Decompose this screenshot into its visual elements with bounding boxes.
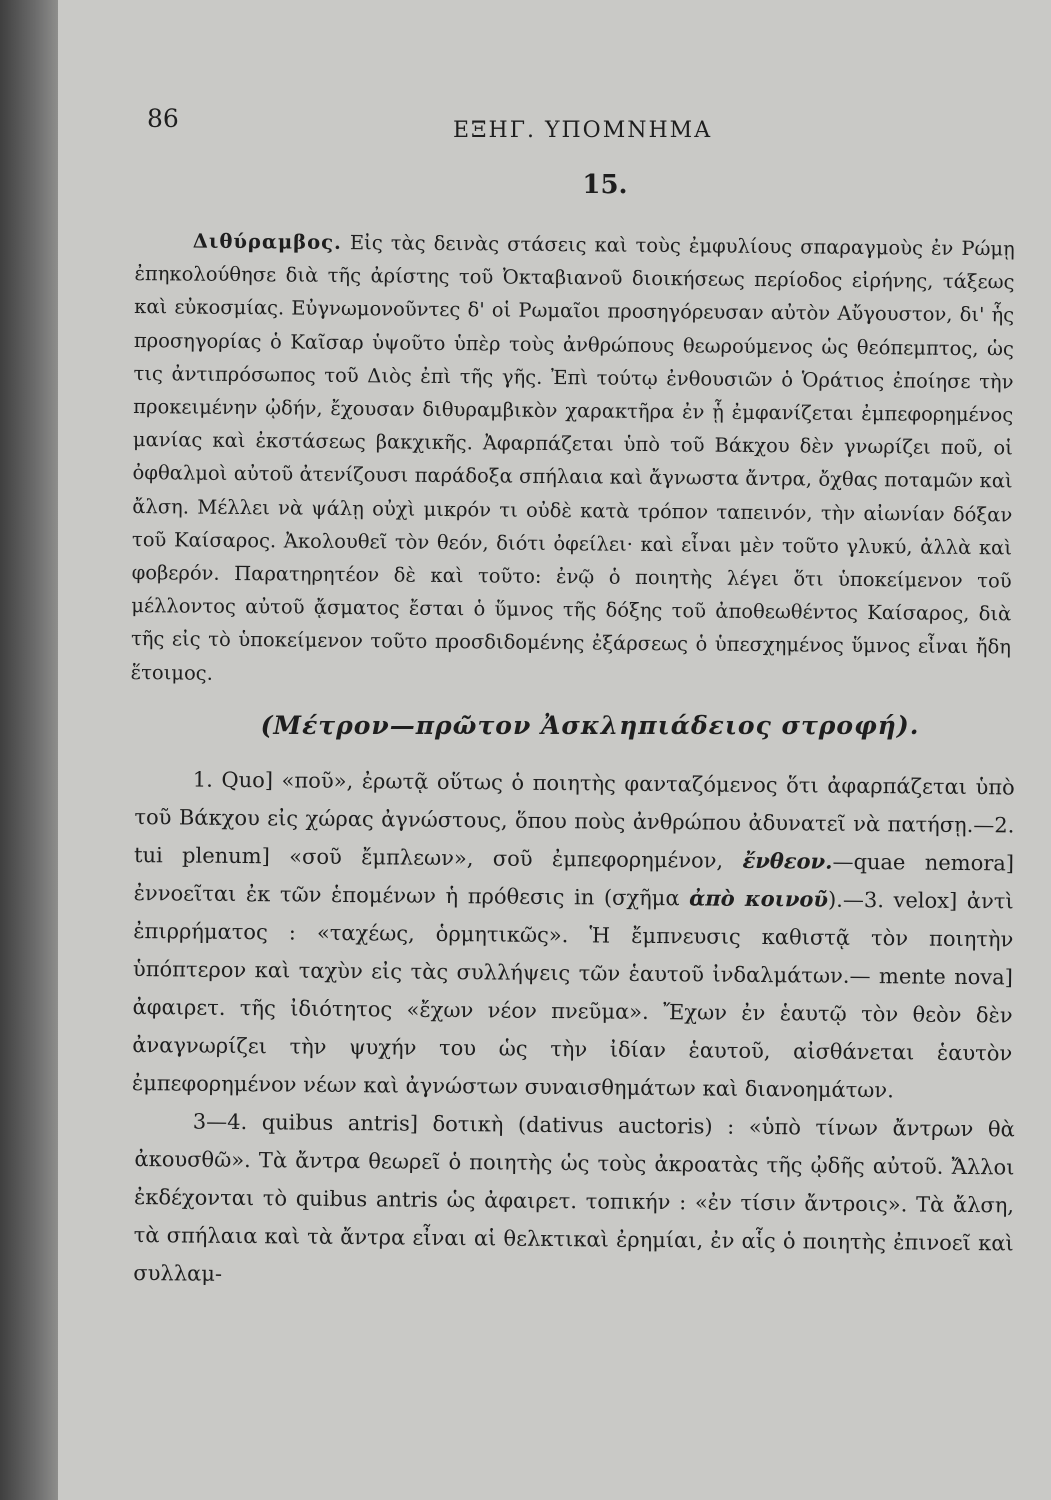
page-header — [135, 100, 1015, 160]
page-number: 86 — [147, 104, 179, 133]
note1-part1: 1. Quo] «ποῦ», ἐρωτᾷ οὕτως ὁ ποιητὴς φανταζόμενος ὅτι ἀφαρπάζεται ὑπὸ τοῦ Βάκχου εἰς χώρας ἀγνώστους, ὅπου ποὺς ἀνθρώπου ἀδυνατεῖ νὰ πατήσῃ.—2. tui plenum] «σοῦ ἔμπλεων», σοῦ ἐμπεφορημένον, — [133, 767, 1015, 873]
commentary-notes — [131, 760, 1015, 1292]
book-spine — [0, 0, 58, 1500]
book-page — [58, 0, 1051, 1500]
intro-lead-word: Διθύραμβος. — [192, 229, 342, 254]
note-verse-1 — [132, 760, 1015, 1110]
section-number: 15. — [582, 170, 628, 200]
note1-part2: —quae nemora] ἐννοεῖται ἐκ τῶν ἑπομένων ἡ πρόθεσις in (σχῆμα — [133, 849, 1015, 911]
note1-apo-koinou: ἀπὸ κοινοῦ — [689, 885, 829, 912]
note-verse-3-4: 3—4. quibus antris] δοτικὴ (dativus auctoris) : «ὑπὸ τίνων ἄντρων θὰ ἀκουσθῶ». Τὰ ἄντρα θεωρεῖ ὁ ποιητὴς ὡς τοὺς ἀκροατὰς τῆς ᾠδῆς αὐτοῦ. Ἄλλοι ἐκδέχονται τὸ quibus antris ὡς ἀφαιρετ. τοπικήν : «ἐν τίσιν ἄντροις». Τὰ ἄλση, τὰ σπήλαια καὶ τὰ ἄντρα εἶναι αἱ θελκτικαὶ ἐρημίαι, ἐν αἷς ὁ ποιητὴς ἐπινοεῖ καὶ συλλαμ- — [133, 1109, 1015, 1286]
running-title: ΕΞΗΓ. ΥΠΟΜΝΗΜΑ — [453, 118, 713, 143]
intro-text: Εἰς τὰς δεινὰς στάσεις καὶ τοὺς ἐμφυλίους σπαραγμοὺς ἐν Ρώμῃ ἐπηκολούθησε διὰ τῆς ἀρίστης τοῦ Ὀκταβιανοῦ διοικήσεως περίοδος εἰρήνης, τάξεως καὶ εὐκοσμίας. Εὐγνωμονοῦντες δ' οἱ Ρωμαῖοι προσηγόρευσαν αὐτὸν Αὔγουστον, δι' ἧς προσηγορίας ὁ Καῖσαρ ὑψοῦτο ὑπὲρ τοὺς ἀνθρώπους θεωρούμενος ὡς θεόπεμπτος, ὡς τις ἀντιπρόσωπος τοῦ Διὸς ἐπὶ τῆς γῆς. Ἐπὶ τούτῳ ἐνθουσιῶν ὁ Ὁράτιος ἐποίησε τὴν προκειμένην ᾠδήν, ἔχουσαν διθυραμβικὸν χαρακτῆρα ἐν ᾗ ἐμφανίζεται ἐμπεφορημένος μανίας καὶ ἐκστάσεως βακχικῆς. Ἀφαρπάζεται ὑπὸ τοῦ Βάκχου δὲν γνωρίζει ποῦ, οἱ ὀφθαλμοὶ αὐτοῦ ἀτενίζουσι παράδοξα σπήλαια καὶ ἄγνωστα ἄντρα, ὄχθας ποταμῶν καὶ ἄλση. Μέλλει νὰ ψάλῃ οὐχὶ μικρόν τι οὐδὲ κατὰ τρόπον ταπεινόν, τὴν αἰωνίαν δόξαν τοῦ Καίσαρος. Ἀκολουθεῖ τὸν θεόν, διότι ὀφείλει· καὶ εἶναι μὲν τοῦτο γλυκύ, ἀλλὰ καὶ φοβερόν. Παρατηρητέον δὲ καὶ τοῦτο: ἐνῷ ὁ ποιητὴς λέγει ὅτι ὑποκείμενον τοῦ μέλλοντος αὐτοῦ ᾄσματος ἔσται ὁ ὕμνος τῆς δόξης τοῦ ἀποθεωθέντος Καίσαρος, διὰ τῆς εἰς τὸ ὑποκείμενον τοῦτο προσδιδομένης ἐξάρσεως ὁ ὑπεσχημένος ὕμνος εἶναι ἤδη ἕτοιμος. — [130, 231, 1015, 685]
note1-entheon: ἔνθεον. — [742, 847, 833, 874]
meter-heading: (Μέτρον—πρῶτον Ἀσκληπιάδειος στροφή). — [260, 710, 920, 740]
intro-paragraph — [131, 224, 1015, 697]
page-content — [130, 100, 1015, 1292]
note1-part3: ).—3. velox] ἀντὶ ἐπιρρήματος : «ταχέως, ὁρμητικῶς». Ἡ ἔμπνευσις καθιστᾷ τὸν ποιητὴν ὑπόπτερον καὶ ταχὺν εἰς τὰς συλλήψεις τῶν ἑαυτοῦ ἰνδαλμάτων.— mente nova] ἀφαιρετ. τῆς ἰδιότητος «ἔχων νέον πνεῦμα». Ἔχων ἐν ἑαυτῷ τὸν θεὸν δὲν ἀναγνωρίζει τὴν ψυχήν του ὡς τὴν ἰδίαν ἑαυτοῦ, αἰσθάνεται ἑαυτὸν ἐμπεφορημένον νέων καὶ ἀγνώστων συναισθημάτων καὶ διανοημάτων. — [131, 887, 1014, 1103]
